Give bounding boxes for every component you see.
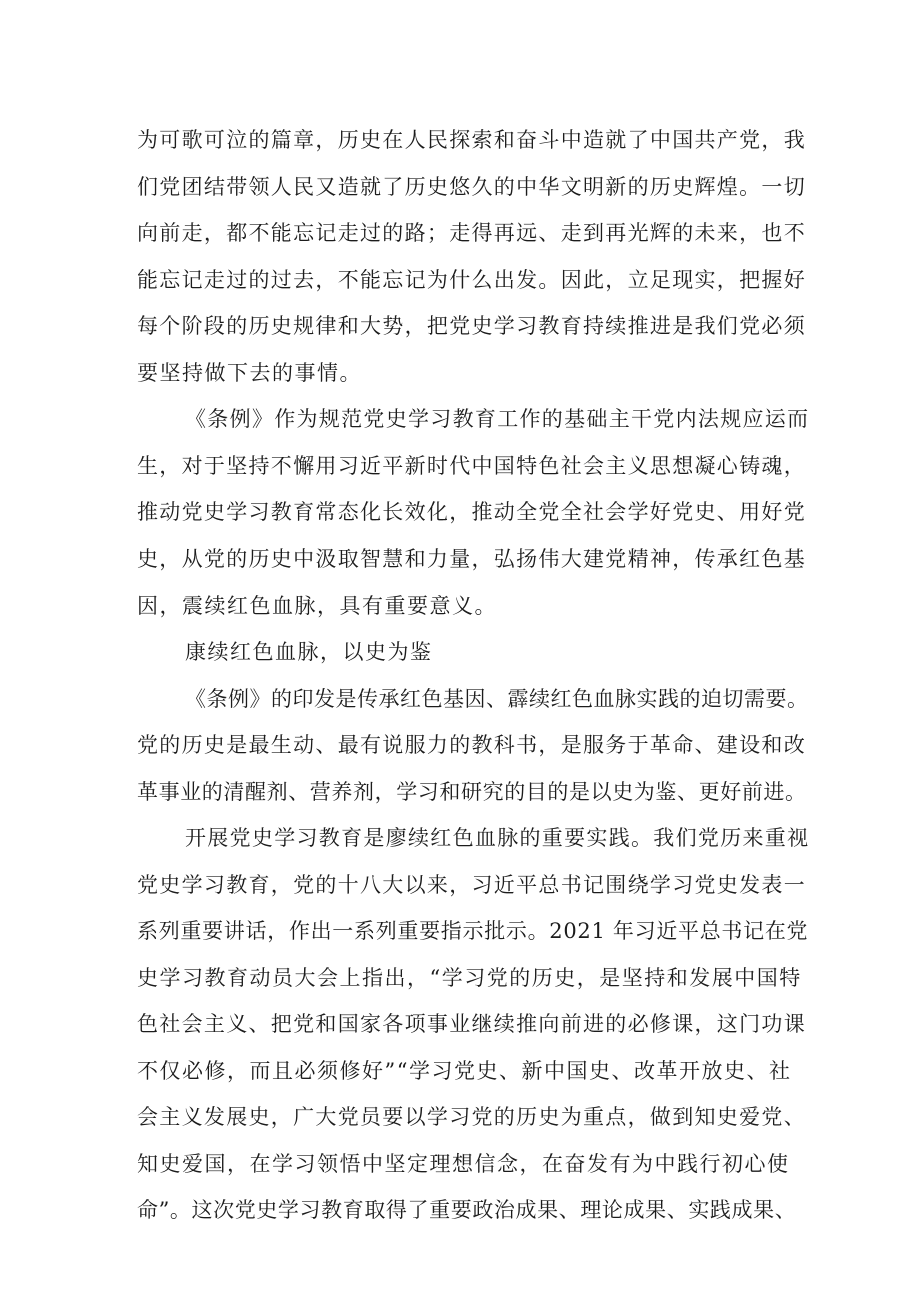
text-line: 党的历史是最生动、最有说服力的教科书，是服务于革命、建设和改 (137, 733, 806, 757)
text-line: 会主义发展史，广大党员要以学习党的历史为重点，做到知史爱党、 (137, 1105, 806, 1129)
text-line: 每个阶段的历史规律和大势，把党史学习教育持续推进是我们党必须 (137, 314, 806, 338)
text-line: 开展党史学习教育是廖续红色血脉的重要实践。我们党历来重视 (185, 826, 810, 850)
text-line: 推动党史学习教育常态化长效化，推动全党全社会学好党史、用好党 (137, 500, 806, 524)
text-line: 命”。这次党史学习教育取得了重要政治成果、理论成果、实践成果、 (137, 1198, 797, 1222)
text-line: 能忘记走过的过去，不能忘记为什么出发。因此，立足现实，把握好 (137, 268, 806, 292)
text-line: 为可歌可泣的篇章，历史在人民探索和奋斗中造就了中国共产党，我 (137, 128, 806, 152)
text-line: 向前走，都不能忘记走过的路；走得再远、走到再光辉的未来，也不 (137, 221, 806, 245)
text-line: 《条例》作为规范党史学习教育工作的基础主干党内法规应运而 (185, 407, 810, 431)
text-line: 生，对于坚持不懈用习近平新时代中国特色社会主义思想凝心铸魂， (137, 454, 806, 478)
text-line: 不仅必修，而且必须修好”“学习党史、新中国史、改革开放史、社 (137, 1059, 792, 1083)
section-heading: 康续红色血脉，以史为鉴 (185, 640, 433, 664)
text-line: 系列重要讲话，作出一系列重要指示批示。2021 年习近平总书记在党 (137, 919, 809, 943)
text-line: 色社会主义、把党和国家各项事业继续推向前进的必修课，这门功课 (137, 1012, 806, 1036)
text-line: 《条例》的印发是传承红色基因、霹续红色血脉实践的迫切需要。 (185, 687, 809, 711)
text-line: 革事业的清醒剂、营养剂，学习和研究的目的是以史为鉴、更好前进。 (137, 780, 807, 804)
text-line: 知史爱国，在学习领悟中坚定理想信念，在奋发有为中践行初心使 (137, 1152, 790, 1176)
text-line: 史学习教育动员大会上指出，“学习党的历史，是坚持和发展中国特 (137, 966, 802, 990)
text-line: 党史学习教育，党的十八大以来，习近平总书记围绕学习党史发表一 (137, 873, 806, 897)
text-line: 因，震续红色血脉，具有重要意义。 (137, 594, 497, 618)
text-line: 要坚持做下去的事情。 (137, 361, 362, 385)
text-line: 史，从党的历史中汲取智慧和力量，弘扬伟大建党精神，传承红色基 (137, 547, 806, 571)
text-line: 们党团结带领人民又造就了历史悠久的中华文明新的历史辉煌。一切 (137, 175, 806, 199)
